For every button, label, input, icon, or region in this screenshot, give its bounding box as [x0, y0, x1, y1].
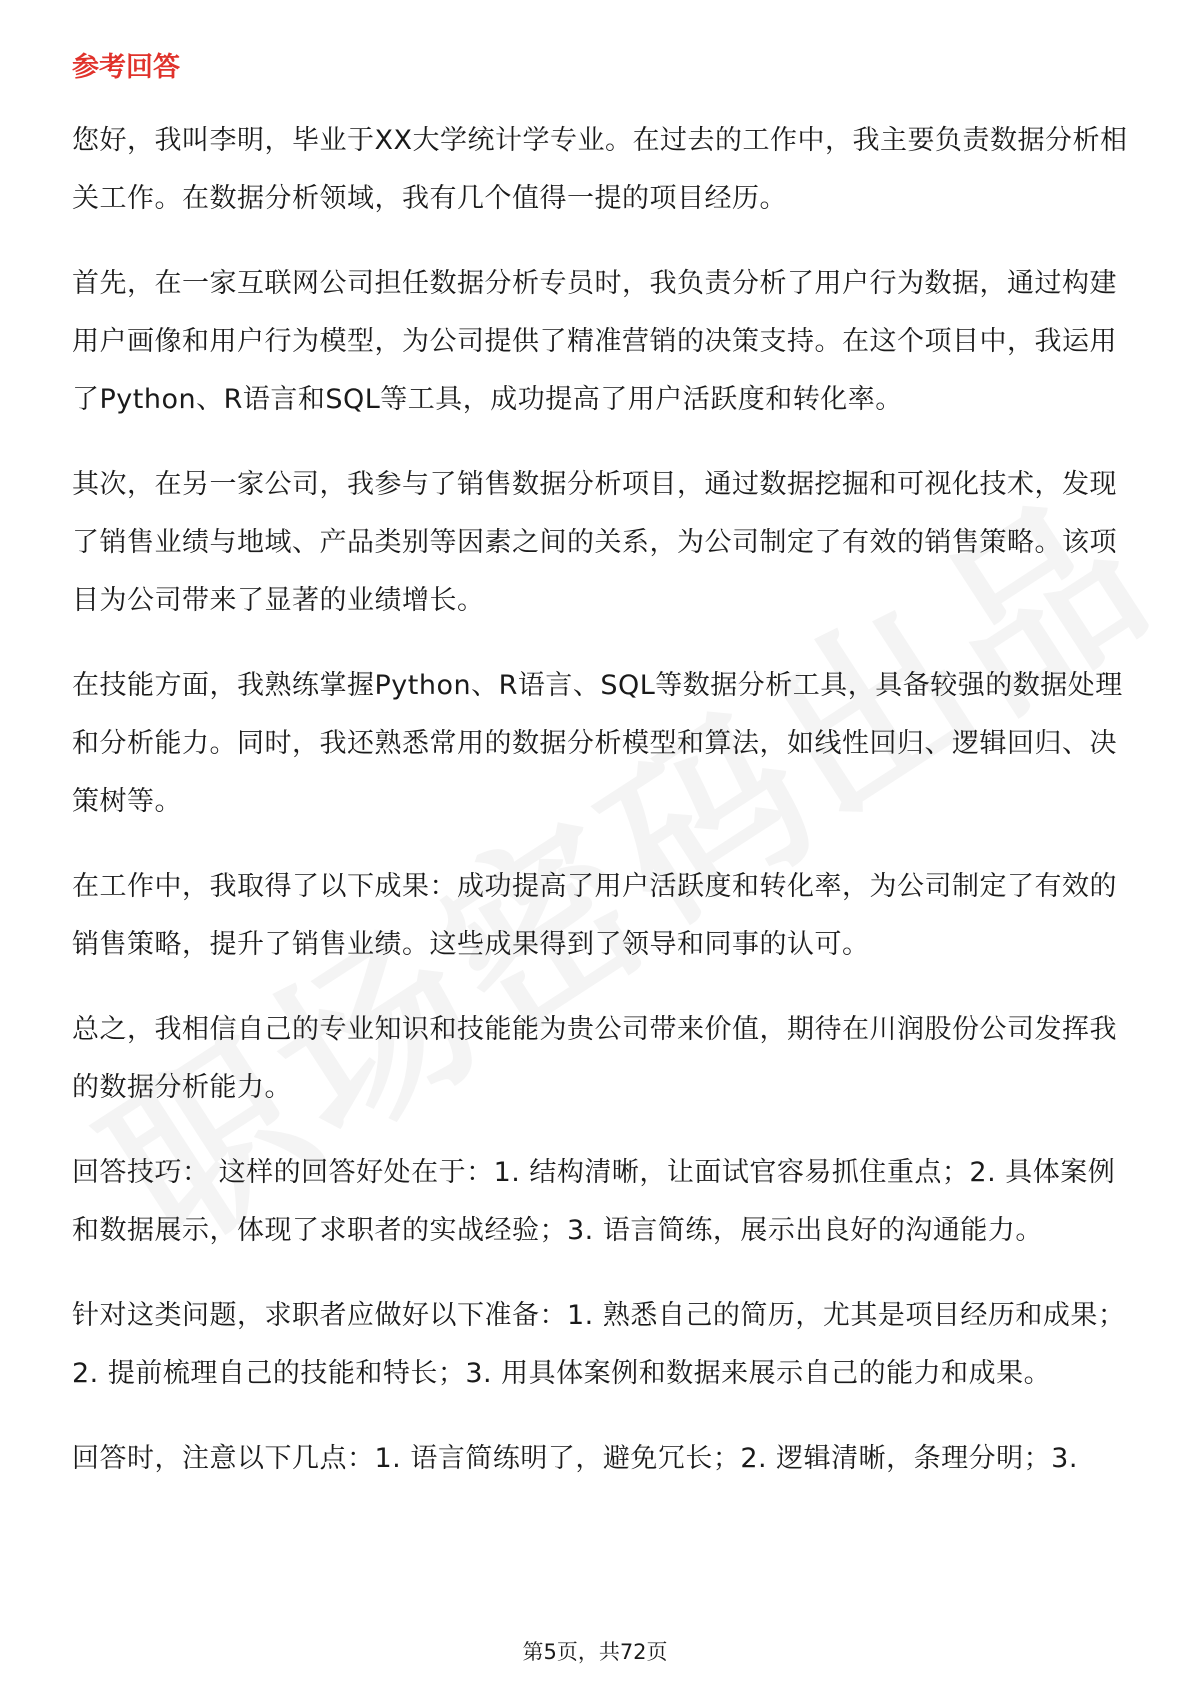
section-title: 参考回答: [72, 52, 180, 83]
paragraph-second-project: 其次，在另一家公司，我参与了销售数据分析项目，通过数据挖掘和可视化技术，发现了销售业绩与地域、产品类别等因素之间的关系，为公司制定了有效的销售策略。该项目为公司带来了显著的业绩增长。: [72, 469, 1117, 616]
paragraph-conclusion: 总之，我相信自己的专业知识和技能能为贵公司带来价值，期待在川润股份公司发挥我的数据分析能力。: [72, 1014, 1117, 1103]
document-body: [72, 48, 1128, 1515]
paragraph-first-project: 首先，在一家互联网公司担任数据分析专员时，我负责分析了用户行为数据，通过构建用户画像和用户行为模型，为公司提供了精准营销的决策支持。在这个项目中，我运用了Python、R语言和SQL等工具，成功提高了用户活跃度和转化率。: [72, 268, 1117, 415]
paragraph-skills: 在技能方面，我熟练掌握Python、R语言、SQL等数据分析工具，具备较强的数据处理和分析能力。同时，我还熟悉常用的数据分析模型和算法，如线性回归、逻辑回归、决策树等。: [72, 670, 1123, 817]
paragraph-achievements: 在工作中，我取得了以下成果：成功提高了用户活跃度和转化率，为公司制定了有效的销售策略，提升了销售业绩。这些成果得到了领导和同事的认可。: [72, 871, 1117, 960]
page-number: 第5页，共72页: [522, 1640, 668, 1664]
paragraph-notes: 回答时，注意以下几点：1. 语言简练明了，避免冗长；2. 逻辑清晰，条理分明；3.: [72, 1443, 1078, 1474]
paragraph-intro: 您好，我叫李明，毕业于XX大学统计学专业。在过去的工作中，我主要负责数据分析相关工作。在数据分析领域，我有几个值得一提的项目经历。: [72, 125, 1128, 214]
paragraph-answer-tips: 回答技巧： 这样的回答好处在于：1. 结构清晰，让面试官容易抓住重点；2. 具体案例和数据展示，体现了求职者的实战经验；3. 语言简练，展示出良好的沟通能力。: [72, 1157, 1116, 1246]
paragraph-preparation: 针对这类问题，求职者应做好以下准备：1. 熟悉自己的简历，尤其是项目经历和成果；2. 提前梳理自己的技能和特长；3. 用具体案例和数据来展示自己的能力和成果。: [72, 1300, 1126, 1389]
